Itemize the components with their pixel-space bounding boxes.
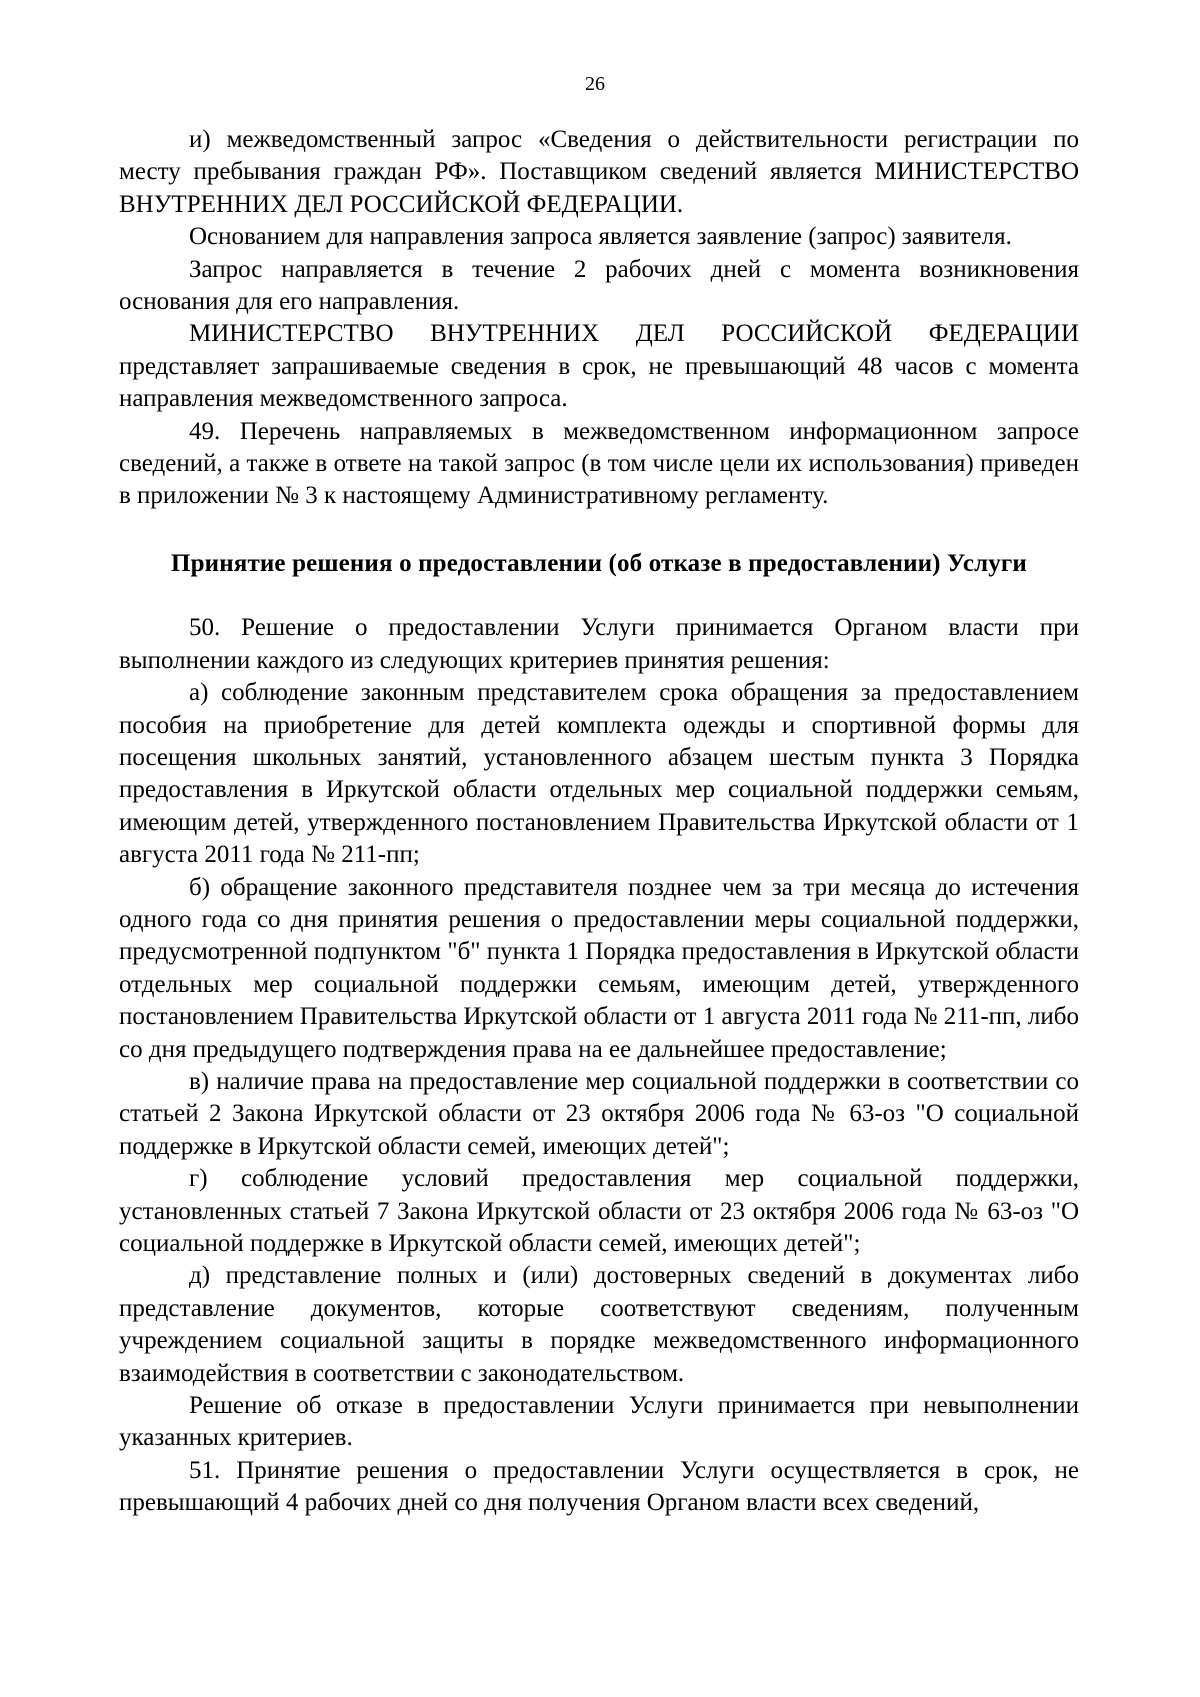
criterion-d: д) представление полных и (или) достоверных сведений в документах либо представление документов, которые соответствуют сведениям, полученным учреждением социальной защиты в порядке межведомственного информационного взаимодействия в соответствии с законодательством. — [119, 1262, 1079, 1387]
paragraph-ministry-response: МИНИСТЕРСТВО ВНУТРЕННИХ ДЕЛ РОССИЙСКОЙ ФЕДЕРАЦИИ представляет запрашиваемые сведения в срок, не превышающий 48 часов с момента направления межведомственного запроса. — [119, 320, 1079, 413]
page-number: 26 — [585, 73, 605, 95]
section-heading: Принятие решения о предоставлении (об отказе в предоставлении) Услуги — [171, 549, 1027, 577]
criterion-v: в) наличие права на предоставление мер социальной поддержки в соответствии со статьей 2 Закона Иркутской области от 23 октября 2006 года № 63-оз "О социальной поддержке в Иркутской области семей, имеющих детей"; — [119, 1067, 1079, 1160]
criterion-a: а) соблюдение законным представителем срока обращения за предоставлением пособия на приобретение для детей комплекта одежды и спортивной формы для посещения школьных занятий, установленного абзацем шестым пункта 3 Порядка предоставления в Иркутской области отдельных мер социальной поддержки семьям, имеющим детей, утвержденного постановлением Правительства Иркутской области от 1 августа 2011 года № 211-пп; — [119, 679, 1079, 869]
paragraph-50: 50. Решение о предоставлении Услуги принимается Органом власти при выполнении каждого из следующих критериев принятия решения: — [119, 614, 1079, 674]
document-body — [119, 124, 1079, 1520]
criterion-g: г) соблюдение условий предоставления мер социальной поддержки, установленных статьей 7 Закона Иркутской области от 23 октября 2006 года № 63-оз "О социальной поддержке в Иркутской области семей, имеющих детей"; — [119, 1165, 1079, 1257]
paragraph-request-basis: Основанием для направления запроса является заявление (запрос) заявителя. — [189, 223, 1012, 251]
paragraph-item-i: и) межведомственный запрос «Сведения о действительности регистрации по месту пребывания граждан РФ». Поставщиком сведений является МИНИСТЕРСТВО ВНУТРЕННИХ ДЕЛ РОССИЙСКОЙ ФЕДЕРАЦИИ. — [119, 126, 1079, 218]
paragraph-request-deadline: Запрос направляется в течение 2 рабочих дней с момента возникновения основания для его направления. — [119, 255, 1079, 316]
paragraph-refusal: Решение об отказе в предоставлении Услуги принимается при невыполнении указанных критериев. — [119, 1392, 1079, 1452]
paragraph-51: 51. Принятие решения о предоставлении Услуги осуществляется в срок, не превышающий 4 рабочих дней со дня получения Органом власти всех сведений, — [119, 1456, 1079, 1517]
paragraph-49: 49. Перечень направляемых в межведомственном информационном запросе сведений, а также в ответе на такой запрос (в том числе цели их использования) приведен в приложении № 3 к настоящему Административному регламенту. — [119, 417, 1079, 510]
criterion-b: б) обращение законного представителя позднее чем за три месяца до истечения одного года со дня принятия решения о предоставлении меры социальной поддержки, предусмотренной подпунктом "б" пункта 1 Порядка предоставления в Иркутской области отдельных мер социальной поддержки семьям, имеющим детей, утвержденного постановлением Правительства Иркутской области от 1 августа 2011 года № 211-пп, либо со дня предыдущего подтверждения права на ее дальнейшее предоставление; — [119, 873, 1079, 1063]
